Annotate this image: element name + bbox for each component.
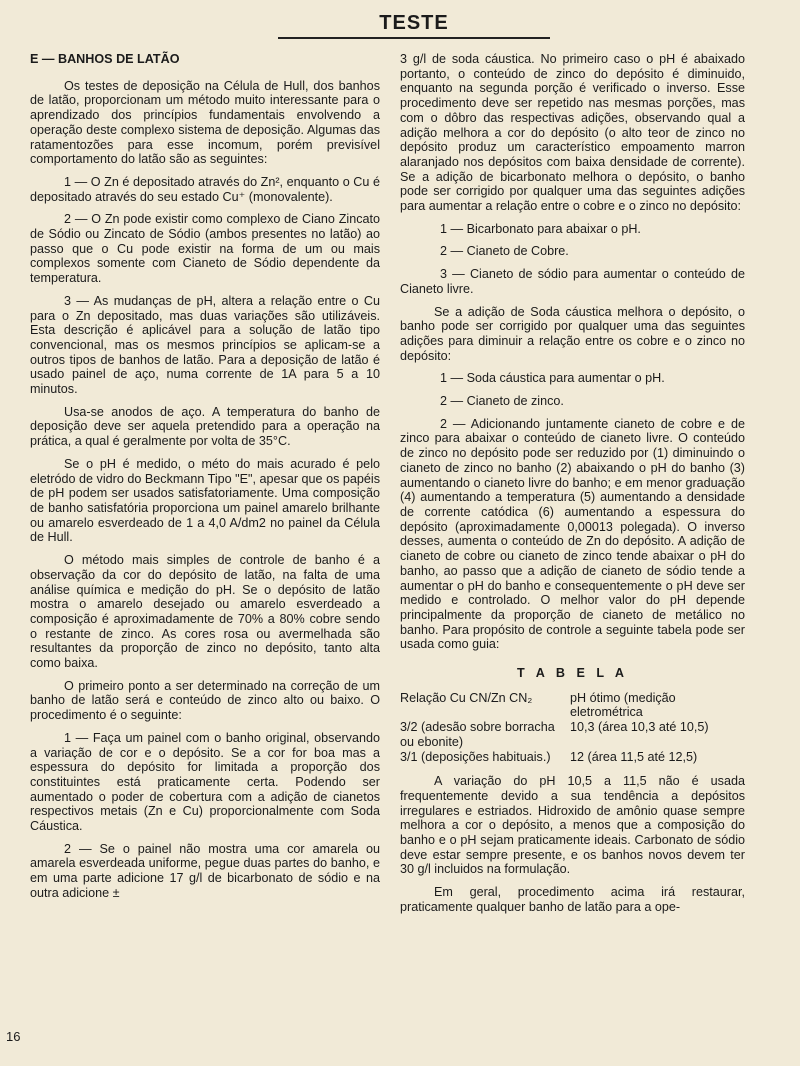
title-underline (278, 37, 550, 39)
list-item: 1 — Bicarbonato para abaixar o pH. (440, 221, 641, 236)
page-number: 16 (6, 1029, 21, 1044)
list-item: 2 — Adicionando juntamente cianeto de cobre e de zinco para abaixar o conteúdo de cianeto livre. O conteúdo de zinco no depósito pode ser reduzido por (1) diminuindo o cianeto de zinco no banho (2) abaixando o pH do banho (3) aumentando o cianeto livre do banho; e em menor graduação (4) aumentando a temperatura (5) aumentando a densidade de corrente catódica (6) aumentando a espessura do depósito (aproximadamente 0,00013 polegada). O inverso desses, aumenta o conteúdo de Zn do depósito. A adição de cianeto de cobre ou cianeto de zinco tende abaixar o pH do banho, ao passo que a adição de cianeto de sódio tende a aumentar o pH do banho e consequentemente o pH deve ser medido e controlado. O melhor valor do pH depende principalmente da proporção de cianeto de metálico no banho. Para propósito de controle a seguinte tabela pode ser usada como guia: (400, 416, 745, 652)
paragraph: 1 — O Zn é depositado através do Zn², enquanto o Cu é depositado através do seu estado Cu⁺ (monovalente). (30, 174, 380, 204)
paragraph: 2 — O Zn pode existir como complexo de Ciano Zincato de Sódio ou Zincato de Sódio (ambos presentes no latão) ao passo que o Cu pode existir na forma de um ou mais complexos somente com Cianeto de Sódio dependente da temperatura. (30, 212, 380, 286)
table-cell: Relação Cu CN/Zn CN₂ (400, 690, 533, 705)
list-item: 2 — Cianeto de zinco. (440, 394, 564, 409)
paragraph: 3 — As mudanças de pH, altera a relação entre o Cu para o Zn depositado, mas duas variações são utilizáveis. Esta descrição é aplicável para a solução de latão tipo convencional, mas os mesmos princípios se aplicam-se a outros tipos de banhos de latão. Para a deposição de latão é usado painel de aço, numa corrente de 1A para 5 a 10 minutos. (30, 293, 380, 397)
paragraph: Em geral, procedimento acima irá restaurar, praticamente qualquer banho de latão para a ope- (400, 885, 745, 914)
right-column (400, 52, 745, 923)
paragraph: Usa-se anodos de aço. A temperatura do banho de deposição deve ser aquela pretendido para a operação na prática, a qual é geralmente por volta de 35°C. (30, 404, 380, 449)
table-cell: 12 (área 11,5 até 12,5) (570, 749, 698, 764)
paragraph: O método mais simples de controle de banho é a observação da cor do depósito de latão, na falta de uma análise química e medição do pH. Se o depósito de latão mostra o amarelo desejado ou amarelo esverdeado a composição é aproximadamente de 70% a 80% cobre sendo o restante de zinco. As cores rosa ou avermelhada são resultantes da proporção de zinco no depósito, tanto alta como baixa. (30, 553, 380, 671)
paragraph: 1 — Faça um painel com o banho original, observando a variação de cor e o depósito. Se a cor for boa mas a espessura do depósito for limitada a proporção dos constituintes está praticamente certa. Podendo ser aumentado o poder de cobertura com a adição de cianetos respectivos metais (Zn e Cu) proporcionalmente com Soda Cáustica. (30, 730, 380, 834)
section-heading: E — BANHOS DE LATÃO (30, 52, 180, 66)
paragraph: A variação do pH 10,5 a 11,5 não é usada frequentemente devido a sua tendência a depósitos irregulares e estriados. Hidroxido de amônio quase sempre melhora a cor o depósito, a menos que a composição do banho e o pH sejam praticamente ideais. Carbonato de sódio deve estar sempre presente, e os banhos novos devem ter 30 g/l incluidos na formulação. (400, 774, 745, 877)
page-title: TESTE (379, 12, 449, 34)
table-cell: 10,3 (área 10,3 até 10,5) (570, 720, 709, 735)
table-title: T A B E L A (517, 666, 628, 681)
paragraph: Se o pH é medido, o méto do mais acurado é pelo eletródo de vidro do Beckmann Tipo "E", apesar que os papéis de pH podem ser usados satisfatoriamente. Uma composição de banho satisfatória proporciona um painel amarelo brilhante ou amarelo esverdeado de 1 a 4,0 A/dm2 no painel da Célula de Hull. (30, 456, 380, 545)
table-cell: 3/1 (deposições habituais.) (400, 749, 551, 764)
table-cell: pH ótimo (medição eletrométrica (570, 690, 676, 720)
paragraph: 2 — Se o painel não mostra uma cor amarela ou amarela esverdeada uniforme, pegue duas partes do banho, e em uma parte adicione 17 g/l de bicarbonato de sódio e na outra adicione ± (30, 841, 380, 900)
list-item: 2 — Cianeto de Cobre. (440, 244, 569, 259)
left-column (30, 52, 380, 909)
paragraph: 3 g/l de soda cáustica. No primeiro caso o pH é abaixado portanto, o conteúdo de zinco do depósito é diminuido, enquanto na segunda porção é verificado o inverso. Esse procedimento deve ser repetido nas mesmas porções, mas com o dôbro das respectivas adições, observando qual a adição melhora a cor do depósito (o alto teor de zinco no depósito produz um característico empoamento marron alaranjado nos depósitos com baixa densidade de corrente). Se a adição de bicarbonato melhora o depósito, o banho pode ser corrigido por qualquer uma das seguintes adições para aumentar a relação entre o cobre e o zinco no depósito: (400, 52, 745, 214)
table-cell: 3/2 (adesão sobre borracha ou ebonite) (400, 720, 555, 749)
list-item: 3 — Cianeto de sódio para aumentar o conteúdo de Cianeto livre. (400, 267, 745, 296)
ph-table (400, 691, 745, 765)
paragraph: Os testes de deposição na Célula de Hull, dos banhos de latão, proporcionam um método muito interessante para o aprendizado dos princípios fundamentais envolvendo a operação deste complexo sistema de deposição. Algumas das ratamentozões para esse incomum, porém previsível comportamento do latão são as seguintes: (30, 78, 380, 167)
paragraph: Se a adição de Soda cáustica melhora o depósito, o banho pode ser corrigido por qualquer uma das seguintes adições para diminuir a relação entre os cobre e o zinco no depósito: (400, 304, 745, 363)
list-item: 1 — Soda cáustica para aumentar o pH. (440, 371, 665, 386)
paragraph: O primeiro ponto a ser determinado na correção de um banho de latão será e conteúdo de zinco alto ou baixo. O procedimento é o seguinte: (30, 678, 380, 723)
